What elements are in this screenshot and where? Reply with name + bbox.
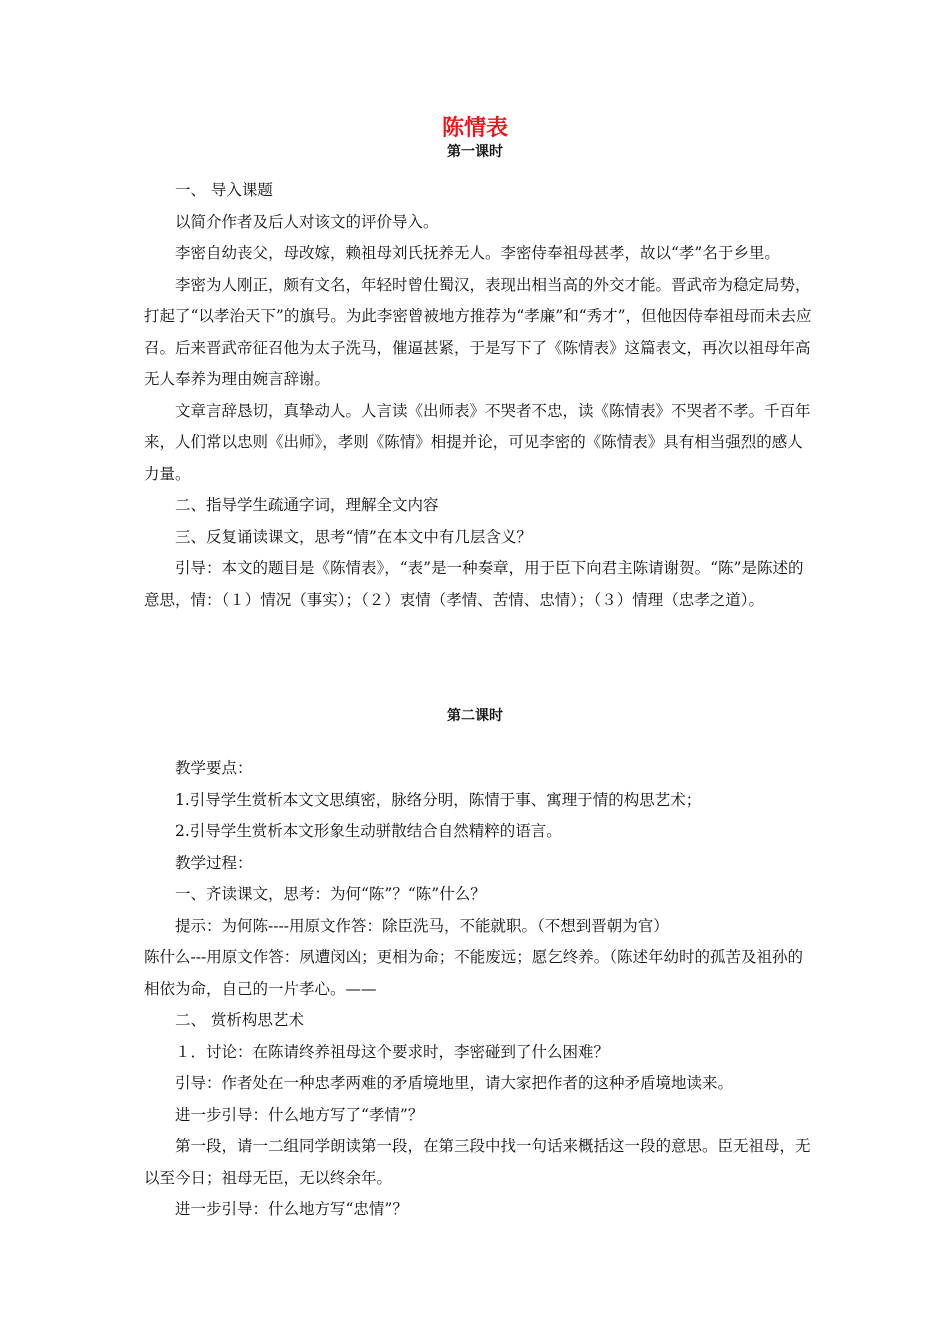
paragraph: 三、反复诵读课文，思考“情”在本文中有几层含义？ bbox=[175, 527, 532, 546]
paragraph: 以简介作者及后人对该文的评价导入。 bbox=[175, 212, 439, 231]
paragraph: 引导：作者处在一种忠孝两难的矛盾境地里，请大家把作者的这种矛盾境地读来。 bbox=[175, 1074, 734, 1092]
lesson-2-heading: 第二课时 bbox=[447, 708, 503, 724]
paragraph: 一、齐读课文，思考：为何“陈”？“陈”什么？ bbox=[175, 885, 486, 903]
paragraph: 进一步引导：什么地方写了“孝情”？ bbox=[175, 1105, 424, 1124]
paragraph: 二、 赏析构思艺术 bbox=[175, 1011, 304, 1029]
paragraph: 李密自幼丧父，母改嫁，赖祖母刘氏抚养无人。李密侍奉祖母甚孝，故以“孝”名于乡里。 bbox=[175, 244, 780, 262]
paragraph: 二、指导学生疏通字词，理解全文内容 bbox=[175, 496, 439, 514]
paragraph: 进一步引导：什么地方写“忠情”？ bbox=[175, 1200, 408, 1218]
lesson-1-body bbox=[144, 175, 814, 616]
lesson-2-body bbox=[144, 753, 814, 1226]
paragraph: 李密为人刚正，颇有文名，年轻时曾仕蜀汉，表现出相当高的外交才能。晋武帝为稳定局势，打起了“以孝治天下”的旗号。为此李密曾被地方推荐为“孝廉”和“秀才”，但他因侍奉祖母而未去应召。后来晋武帝征召他为太子洗马，催逼甚紧，于是写下了《陈情表》这篇表文，再次以祖母年高无人奉养为理由婉言辞谢。 bbox=[144, 275, 812, 388]
paragraph: 引导：本文的题目是《陈情表》，“表”是一种奏章，用于臣下向君主陈请谢贺。“陈”是陈述的意思，情：（１）情况（事实）；（２）衷情（孝情、苦情、忠情）；（３）情理（忠孝之道）。 bbox=[144, 559, 804, 609]
paragraph: 1.引导学生赏析本文文思缜密，脉络分明，陈情于事、寓理于情的构思艺术； bbox=[175, 790, 702, 809]
paragraph: 教学过程： bbox=[175, 853, 253, 872]
paragraph: 教学要点： bbox=[175, 759, 253, 777]
paragraph: 第一段，请一二组同学朗读第一段，在第三段中找一句话来概括这一段的意思。臣无祖母，无以至今日；祖母无臣，无以终余年。 bbox=[144, 1137, 811, 1187]
paragraph: １．讨论：在陈请终养祖母这个要求时，李密碰到了什么困难？ bbox=[175, 1042, 610, 1061]
paragraph: 一、 导入课题 bbox=[175, 181, 273, 199]
paragraph: 提示：为何陈----用原文作答：除臣洗马，不能就职。（不想到晋朝为官） bbox=[175, 916, 669, 935]
paragraph: 陈什么---用原文作答：夙遭闵凶；更相为命；不能废远；愿乞终养。（陈述年幼时的孤苦及祖孙的相依为命，自己的一片孝心。—— bbox=[144, 948, 803, 998]
document-title: 陈情表 bbox=[441, 116, 508, 141]
lesson-1-heading: 第一课时 bbox=[447, 144, 503, 160]
paragraph: 2.引导学生赏析本文形象生动骈散结合自然精粹的语言。 bbox=[175, 822, 562, 840]
paragraph: 文章言辞恳切，真挚动人。人言读《出师表》不哭者不忠，读《陈情表》不哭者不孝。千百年来，人们常以忠则《出师》，孝则《陈情》相提并论，可见李密的《陈情表》具有相当强烈的感人力量。 bbox=[144, 401, 811, 483]
